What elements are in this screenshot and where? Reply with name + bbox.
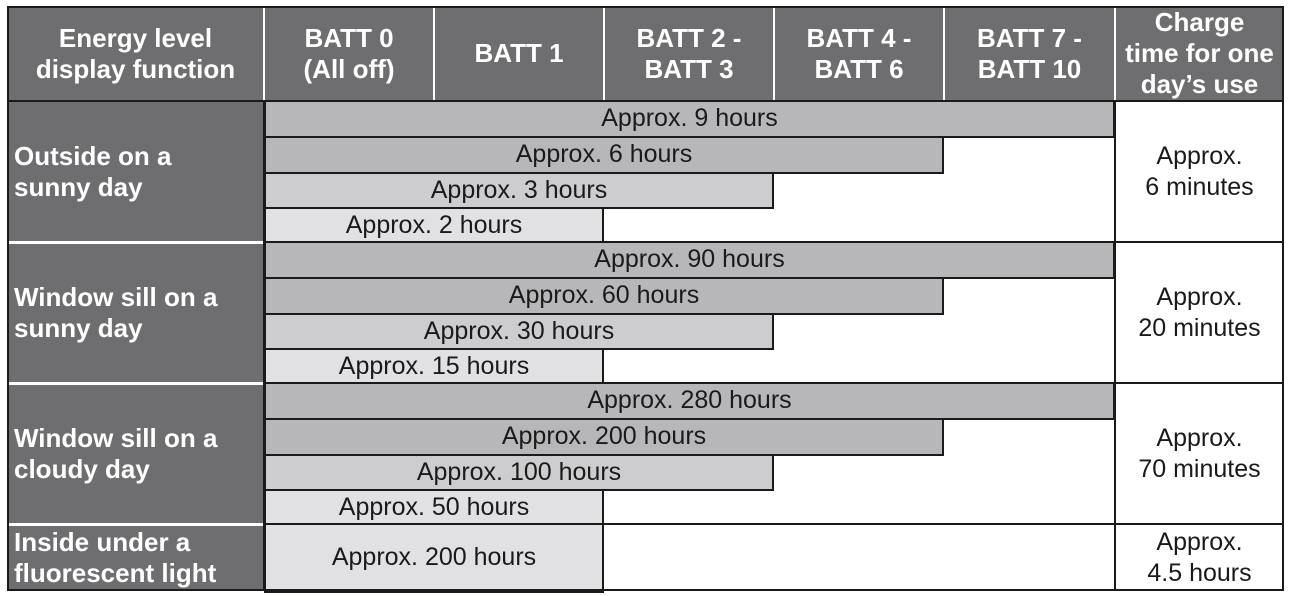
header-charge-cell: Charge time for one day’s use [1115, 6, 1284, 101]
duration-bar: Approx. 90 hours [264, 242, 1115, 279]
header-label-cell: Energy level display function [7, 6, 264, 101]
table-frame [7, 6, 1284, 591]
duration-bar: Approx. 2 hours [264, 207, 604, 244]
charge-time-cell: Approx. 6 minutes [1145, 141, 1254, 201]
duration-bar: Approx. 6 hours [264, 136, 944, 173]
duration-bar: Approx. 200 hours [264, 524, 604, 593]
duration-bar: Approx. 50 hours [264, 489, 604, 526]
duration-bar: Approx. 9 hours [264, 101, 1115, 138]
header-level-cell: BATT 2 - BATT 3 [604, 6, 774, 101]
charge-column-rule [1114, 101, 1116, 591]
charge-time-cell: Approx. 70 minutes [1138, 423, 1261, 483]
row-label-cell: Outside on a sunny day [7, 101, 264, 242]
header-level-cell: BATT 7 - BATT 10 [944, 6, 1115, 101]
header-level-cell: BATT 0 (All off) [264, 6, 434, 101]
charge-time-cell: Approx. 4.5 hours [1147, 527, 1252, 587]
header-level-cell: BATT 4 - BATT 6 [774, 6, 944, 101]
duration-bar: Approx. 200 hours [264, 418, 944, 455]
row-label-cell: Window sill on a sunny day [7, 242, 264, 383]
duration-bar: Approx. 280 hours [264, 383, 1115, 420]
header-level-cell: BATT 1 [434, 6, 604, 101]
duration-bar: Approx. 100 hours [264, 454, 774, 491]
duration-bar: Approx. 60 hours [264, 277, 944, 314]
duration-bar: Approx. 30 hours [264, 313, 774, 350]
duration-bar: Approx. 3 hours [264, 172, 774, 209]
charge-time-cell: Approx. 20 minutes [1138, 282, 1261, 342]
row-label-cell: Inside under a fluorescent light [7, 524, 264, 591]
row-label-cell: Window sill on a cloudy day [7, 383, 264, 524]
duration-bar: Approx. 15 hours [264, 348, 604, 385]
bars-left-rule [263, 101, 265, 591]
